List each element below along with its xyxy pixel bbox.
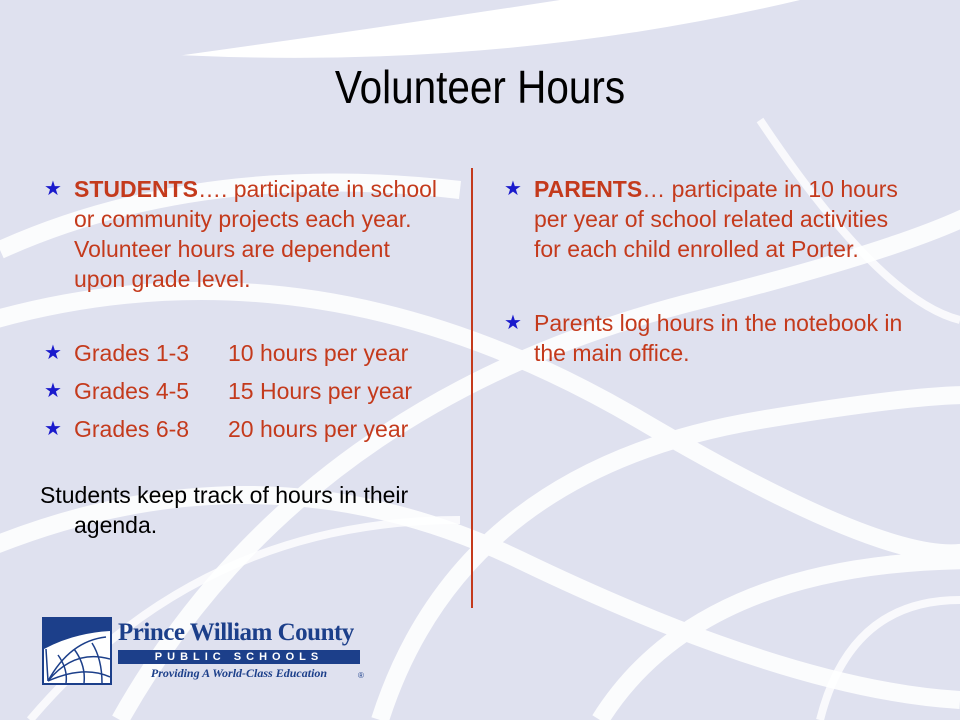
students-note	[40, 480, 440, 540]
grade-item	[40, 414, 440, 444]
logo-name: Prince William County	[118, 619, 354, 646]
logo-tagline: Providing A World-Class Education	[150, 666, 328, 680]
grade-item	[40, 376, 440, 406]
star-bullet-icon: ★	[44, 342, 62, 364]
students-heading: STUDENTS	[74, 176, 198, 202]
column-divider	[471, 168, 473, 608]
parents-log-text: Parents log hours in the notebook in the main office.	[534, 310, 903, 366]
star-bullet-icon: ★	[44, 380, 62, 402]
grade-hours: 10 hours per year	[228, 340, 409, 366]
parents-heading: PARENTS	[534, 176, 643, 202]
parents-bullet-item	[500, 174, 920, 264]
parents-log-item	[500, 308, 920, 368]
grade-item	[40, 338, 440, 368]
students-note-line2: agenda.	[74, 512, 158, 538]
grade-hours: 15 Hours per year	[228, 378, 413, 404]
grade-label: Grades 4-5	[74, 378, 190, 404]
registered-mark: ®	[358, 671, 364, 680]
parents-description: … participate in 10 hours per year of school related activities for each child enrolled at Porter.	[534, 176, 898, 262]
grade-hours: 20 hours per year	[228, 416, 409, 442]
star-bullet-icon: ★	[504, 178, 522, 200]
globe-grid-icon	[42, 617, 112, 685]
pwcs-logo	[42, 617, 362, 685]
star-bullet-icon: ★	[504, 312, 522, 334]
grade-label: Grades 6-8	[74, 416, 190, 442]
students-bullet-item	[40, 174, 440, 294]
slide-title: Volunteer Hours	[334, 61, 626, 113]
star-bullet-icon: ★	[44, 178, 62, 200]
grade-label: Grades 1-3	[74, 340, 190, 366]
logo-bar: PUBLIC SCHOOLS	[118, 650, 360, 664]
students-column	[40, 174, 440, 540]
students-note-line1: Students keep track of hours in their	[40, 482, 409, 508]
star-bullet-icon: ★	[44, 418, 62, 440]
parents-column	[500, 174, 920, 368]
students-description: …. participate in school or community projects each year. Volunteer hours are dependent upon grade level.	[74, 176, 438, 292]
